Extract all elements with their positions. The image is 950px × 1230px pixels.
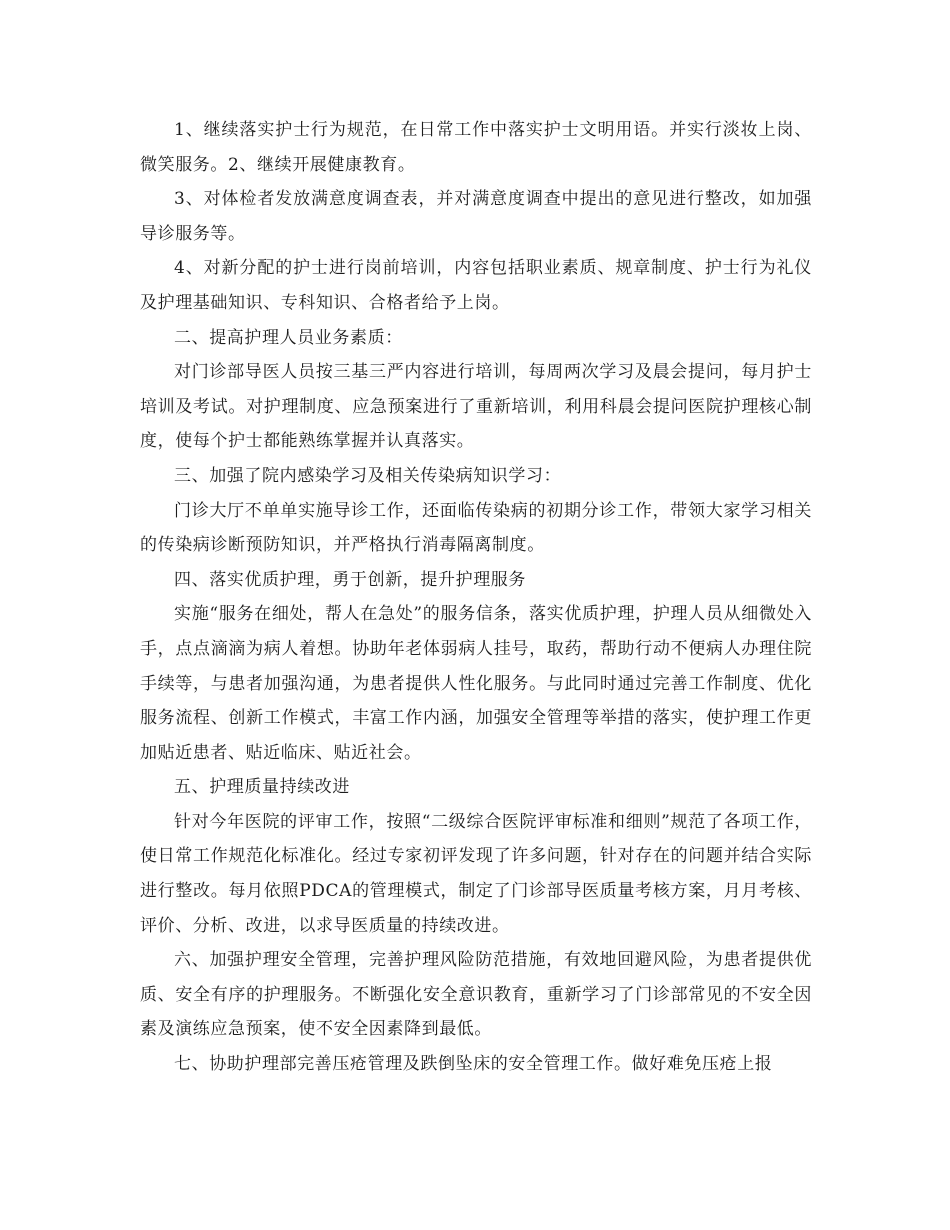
paragraph-item-4: 4、对新分配的护士进行岗前培训，内容包括职业素质、规章制度、护士行为礼仪及护理基础知识、专科知识、合格者给予上岗。 (140, 258, 812, 313)
paragraph-quality-improvement: 针对今年医院的评审工作，按照“二级综合医院评审标准和细则”规范了各项工作，使日常工作规范化标准化。经过专家初评发现了许多问题，针对存在的问题并结合实际进行整改。每月依照PDCA的管理模式，制定了门诊部导医质量考核方案，月月考核、评价、分析、改进，以求导医质量的持续改进。 (140, 811, 812, 936)
section-heading-6: 六、加强护理安全管理，完善护理风险防范措施，有效地回避风险，为患者提供优质、安全有序的护理服务。不断强化安全意识教育，重新学习了门诊部常见的不安全因素及演练应急预案，使不安全因素降到最低。 (140, 950, 812, 1040)
section-heading-7: 七、协助护理部完善压疮管理及跌倒坠床的安全管理工作。做好难免压疮上报 (174, 1054, 773, 1075)
paragraph-infection-control: 门诊大厅不单单实施导诊工作，还面临传染病的初期分诊工作，带领大家学习相关的传染病诊断预防知识，并严格执行消毒隔离制度。 (140, 500, 812, 556)
section-heading-3: 三、加强了院内感染学习及相关传染病知识学习： (174, 465, 562, 486)
section-heading-5: 五、护理质量持续改进 (174, 777, 350, 798)
paragraph-item-3: 3、对体检者发放满意度调查表，并对满意度调查中提出的意见进行整改，如加强导诊服务等。 (140, 189, 812, 244)
document-body (140, 113, 812, 1082)
paragraph-quality-service: 实施“服务在细处，帮人在急处”的服务信条，落实优质护理，护理人员从细微处入手，点点滴滴为病人着想。协助年老体弱病人挂号，取药，帮助行动不便病人办理住院手续等，与患者加强沟通，为患者提供人性化服务。与此同时通过完善工作制度、优化服务流程、创新工作模式，丰富工作内涵，加强安全管理等举措的落实，使护理工作更加贴近患者、贴近临床、贴近社会。 (140, 604, 812, 763)
section-heading-4: 四、落实优质护理，勇于创新，提升护理服务 (174, 569, 526, 590)
paragraph-item-1: 1、继续落实护士行为规范，在日常工作中落实护士文明用语。并实行淡妆上岗、微笑服务。2、继续开展健康教育。 (140, 120, 812, 175)
paragraph-training: 对门诊部导医人员按三基三严内容进行培训，每周两次学习及晨会提问，每月护士培训及考试。对护理制度、应急预案进行了重新培训，利用科晨会提问医院护理核心制度，使每个护士都能熟练掌握并认真落实。 (140, 362, 812, 452)
section-heading-2: 二、提高护理人员业务素质： (174, 327, 403, 348)
